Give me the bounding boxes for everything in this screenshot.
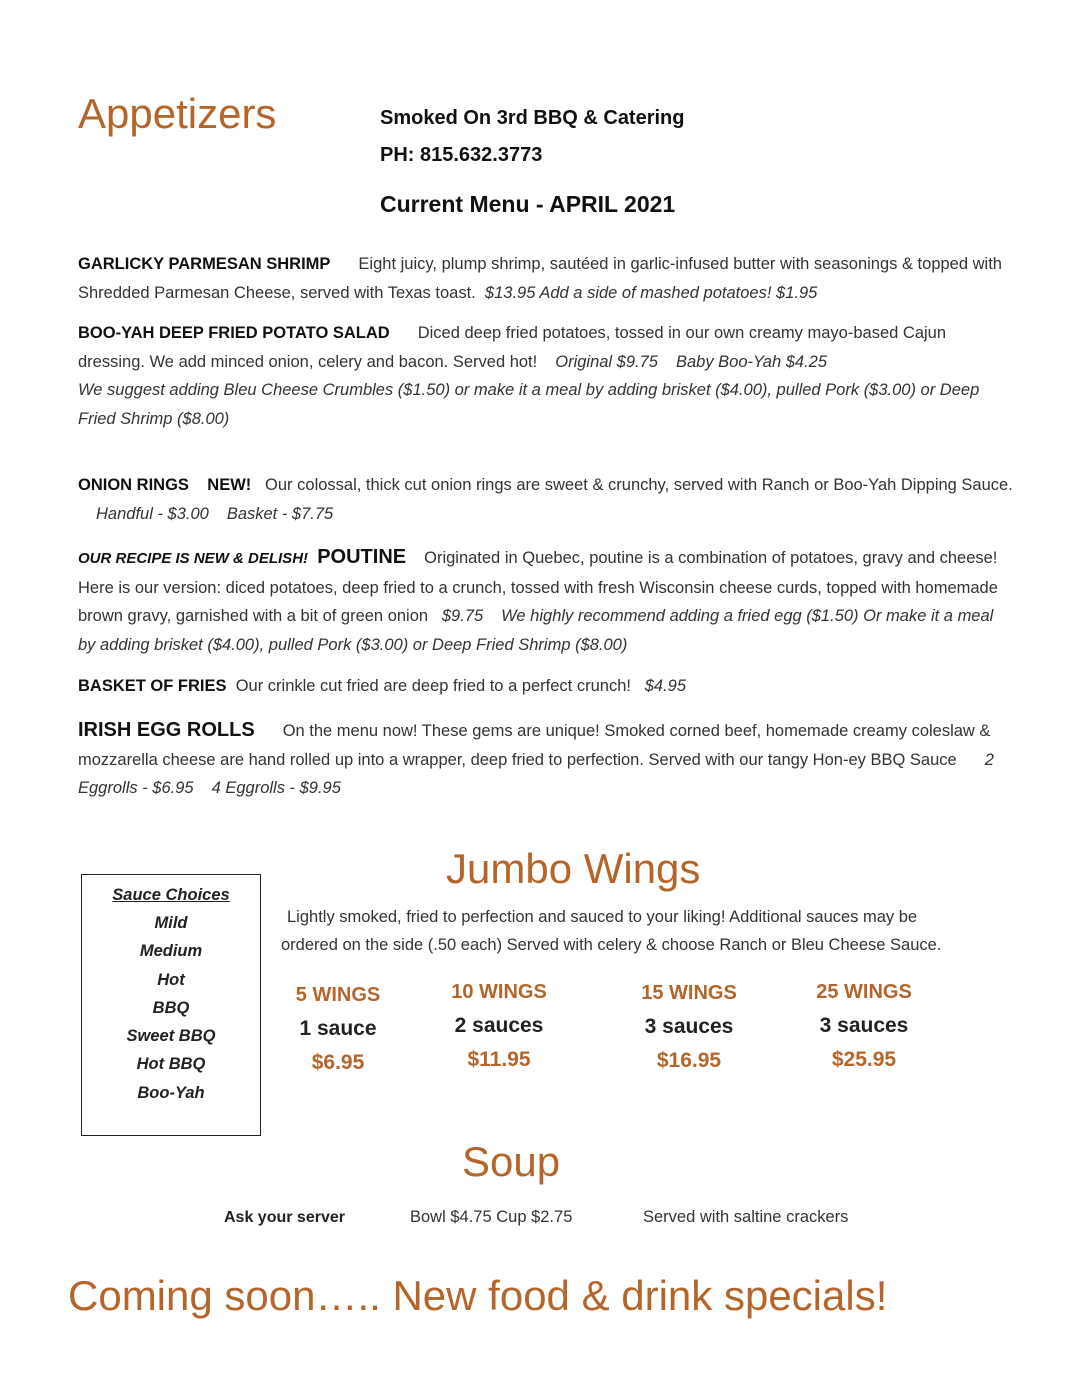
item-description: Our crinkle cut fried are deep fried to a perfect crunch! bbox=[235, 677, 631, 695]
current-menu-label: Current Menu - APRIL 2021 bbox=[380, 191, 676, 217]
soup-served-with: Served with saltine crackers bbox=[643, 1208, 849, 1226]
item-suggestion: We suggest adding Bleu Cheese Crumbles ($1.50) or make it a meal by adding brisket ($4.00), pulled Pork ($3.00) or Deep Fried Shrimp ($8.00) bbox=[78, 381, 980, 428]
wings-option-5 bbox=[263, 984, 413, 1075]
wing-count: 25 WINGS bbox=[816, 981, 912, 1003]
wing-price: $11.95 bbox=[467, 1048, 531, 1071]
sauce-option: BBQ bbox=[152, 998, 190, 1017]
sauce-option: Sweet BBQ bbox=[126, 1027, 216, 1046]
item-price: 2 Eggrolls - $6.95 bbox=[78, 750, 994, 797]
wing-price: $25.95 bbox=[831, 1048, 897, 1071]
soup-ask-server: Ask your server bbox=[224, 1209, 345, 1226]
business-name: Smoked On 3rd BBQ & Catering bbox=[380, 107, 685, 129]
new-badge: NEW! bbox=[207, 476, 252, 494]
item-name: GARLICKY PARMESAN SHRIMP bbox=[78, 255, 331, 273]
item-price: $13.95 Add a side of mashed potatoes! $1.95 bbox=[484, 283, 818, 302]
item-price-small: Baby Boo-Yah $4.25 bbox=[675, 352, 828, 371]
item-description: Eight juicy, plump shrimp, sautéed in garlic-infused butter with seasonings & topped with Shredded Parmesan Cheese, served with Texas toast. bbox=[78, 255, 1002, 302]
wings-description-line1: Lightly smoked, fried to perfection and sauced to your liking! Additional sauces may be bbox=[287, 908, 918, 926]
sauce-option: Boo-Yah bbox=[137, 1083, 205, 1102]
sauce-option: Hot bbox=[157, 970, 185, 989]
wing-sauces: 2 sauces bbox=[454, 1014, 544, 1037]
recipe-callout: OUR RECIPE IS NEW & DELISH! bbox=[78, 550, 309, 567]
item-price: $4.95 bbox=[644, 677, 687, 695]
menu-item-poutine bbox=[78, 543, 1013, 659]
item-name: BOO-YAH DEEP FRIED POTATO SALAD bbox=[78, 324, 390, 342]
wings-option-15 bbox=[614, 982, 764, 1073]
wing-sauces: 3 sauces bbox=[644, 1015, 734, 1038]
coming-soon-banner: Coming soon….. New food & drink specials! bbox=[68, 1272, 888, 1319]
sauce-option: Mild bbox=[154, 914, 188, 932]
item-suggestion: We highly recommend adding a fried egg ($1.50) Or make it a meal by adding brisket ($4.00), pulled Pork ($3.00) or Deep Fried Shrimp ($8.00) bbox=[78, 607, 994, 654]
item-description: Our colossal, thick cut onion rings are sweet & crunchy, served with Ranch or Boo-Yah Dipping Sauce. bbox=[265, 476, 1013, 494]
wing-price: $16.95 bbox=[656, 1049, 722, 1072]
wings-title: Jumbo Wings bbox=[446, 845, 701, 892]
sauce-choices-box bbox=[81, 874, 261, 1136]
sauce-choices-title: Sauce Choices bbox=[112, 886, 230, 904]
menu-item-shrimp bbox=[78, 250, 1013, 307]
item-price-large: Basket - $7.75 bbox=[226, 504, 334, 523]
item-description: On the menu now! These gems are unique! Smoked corned beef, homemade creamy coleslaw & mozzarella cheese are hand rolled up into a wrapper, deep fried to perfection. Served with our tangy Hon-ey BBQ Sauce bbox=[78, 722, 991, 769]
item-price: Handful - $3.00 bbox=[96, 504, 209, 523]
item-description: Originated in Quebec, poutine is a combination of potatoes, gravy and cheese! Here is our version: diced potatoes, deep fried to a crunch, tossed with fresh Wisconsin cheese curds, topped with homemade brown gravy, garnished with a bit of green onion bbox=[78, 549, 998, 625]
soup-prices: Bowl $4.75 Cup $2.75 bbox=[410, 1208, 573, 1226]
wings-description-line2: ordered on the side (.50 each) Served with celery & choose Ranch or Bleu Cheese Sauce. bbox=[281, 936, 942, 954]
item-price: Original $9.75 bbox=[555, 352, 658, 371]
item-name: IRISH EGG ROLLS bbox=[78, 719, 255, 741]
item-name: ONION RINGS bbox=[78, 476, 189, 494]
wings-option-25 bbox=[789, 981, 939, 1072]
wing-sauces: 1 sauce bbox=[299, 1017, 377, 1040]
item-price: $9.75 bbox=[441, 607, 484, 625]
menu-item-egg-rolls bbox=[78, 716, 1013, 803]
item-name: BASKET OF FRIES bbox=[78, 677, 227, 695]
wing-count: 15 WINGS bbox=[641, 982, 737, 1004]
menu-item-fries bbox=[78, 672, 1013, 701]
sauce-option: Medium bbox=[139, 942, 203, 961]
menu-item-potato-salad bbox=[78, 319, 1013, 433]
soup-title: Soup bbox=[462, 1138, 561, 1185]
phone-number: PH: 815.632.3773 bbox=[380, 144, 543, 166]
wing-count: 5 WINGS bbox=[295, 984, 381, 1006]
wings-option-10 bbox=[424, 981, 574, 1072]
item-description: Diced deep fried potatoes, tossed in our own creamy mayo-based Cajun dressing. We add minced onion, celery and bacon. Served hot! bbox=[78, 324, 947, 371]
wing-count: 10 WINGS bbox=[451, 981, 547, 1003]
sauce-option: Hot BBQ bbox=[136, 1055, 206, 1074]
wing-sauces: 3 sauces bbox=[819, 1014, 909, 1037]
wing-price: $6.95 bbox=[311, 1051, 365, 1074]
page-title: Appetizers bbox=[78, 90, 277, 137]
item-price-large: 4 Eggrolls - $9.95 bbox=[211, 779, 341, 797]
menu-item-onion-rings bbox=[78, 471, 1013, 528]
item-name: POUTINE bbox=[317, 546, 407, 568]
